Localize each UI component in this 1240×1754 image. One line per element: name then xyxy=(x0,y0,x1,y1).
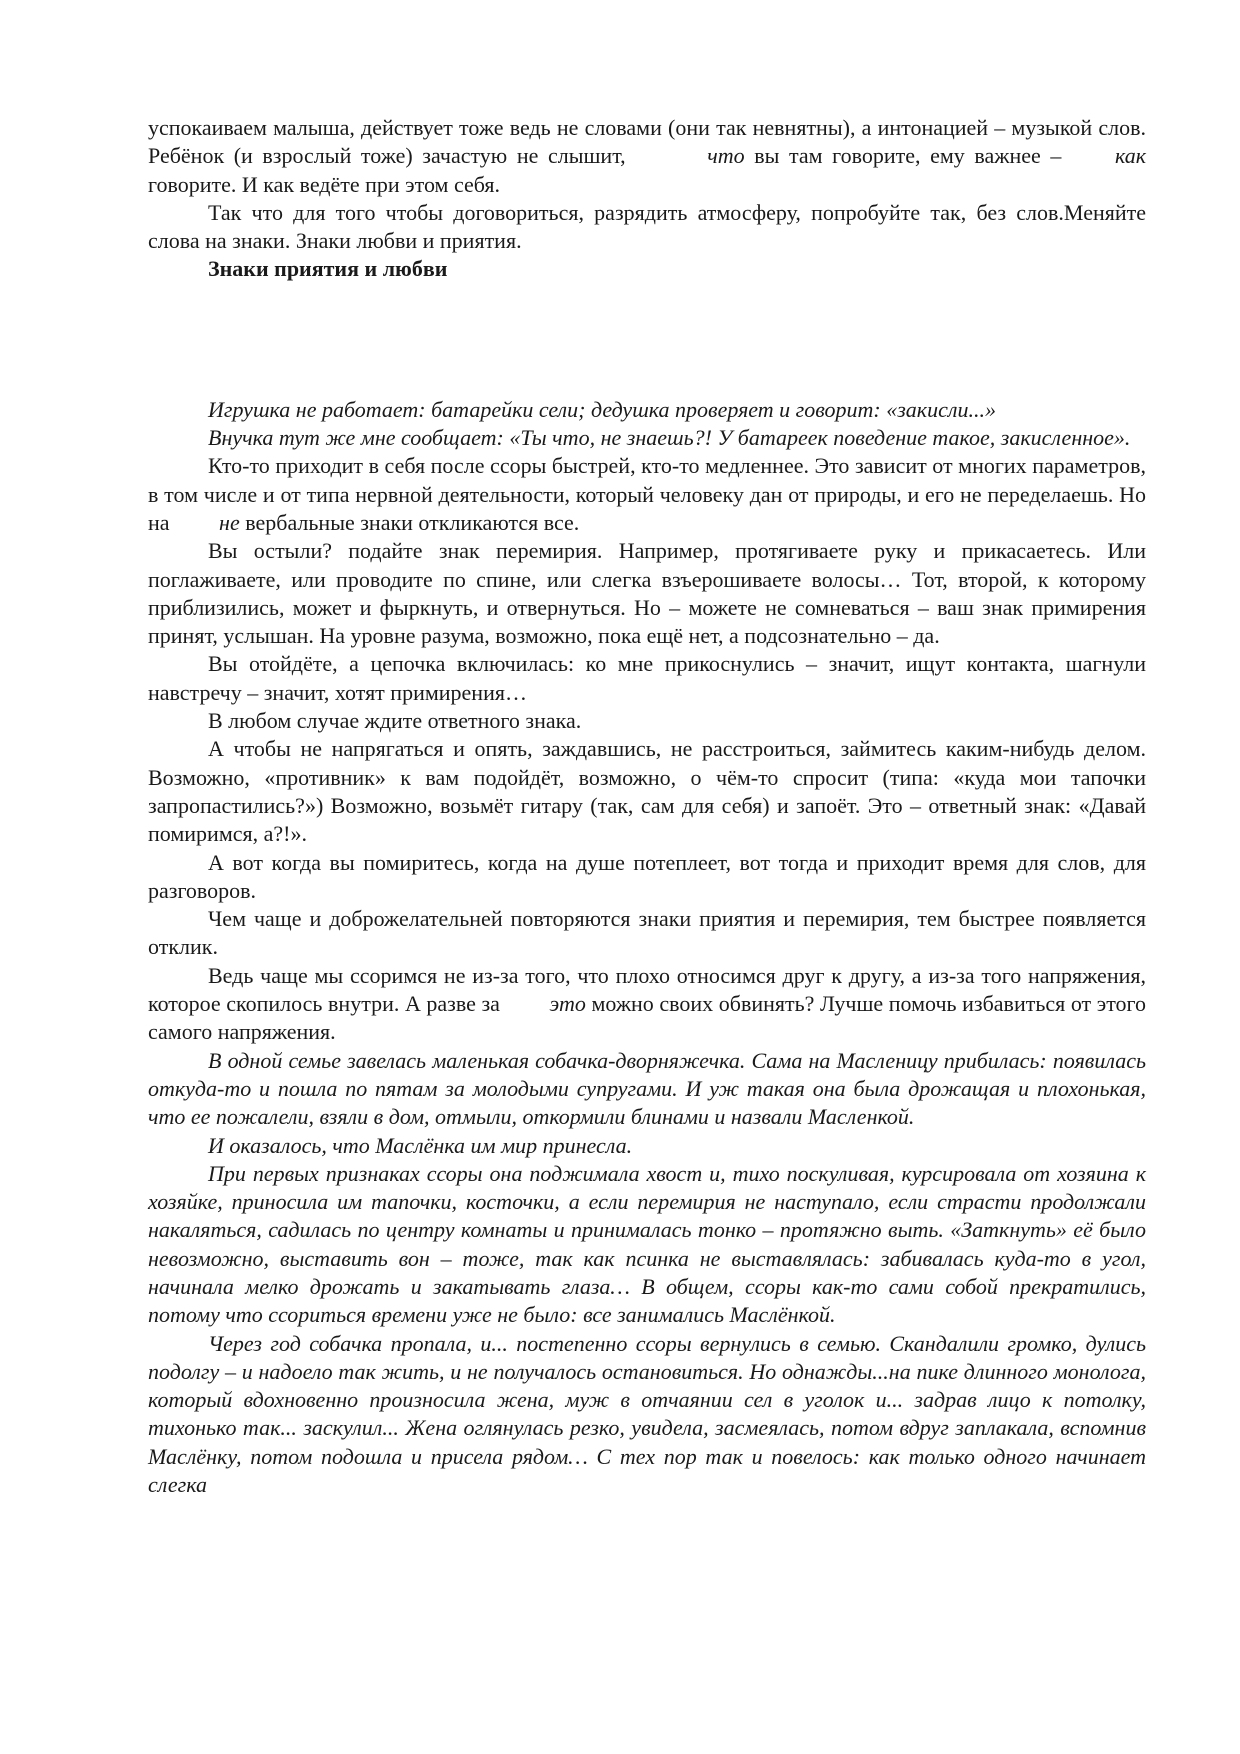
paragraph-9: А чтобы не напрягаться и опять, заждавшись, не расстроиться, займитесь каким-нибудь делом. Возможно, «противник» к вам подойдёт, возможно, о чём-то спросит (типа: «куда мои тапочки запропастились?») Возможно, возьмёт гитару (так, сам для себя) и запоёт. Это – ответный знак: «Давай помиримся, а?!». xyxy=(148,736,1146,847)
document-page xyxy=(148,114,1146,1499)
paragraph-1-emphasis-how: как xyxy=(1114,143,1146,169)
paragraph-1-text-c: говорите. И как ведёте при этом себя. xyxy=(148,171,501,197)
paragraph-5 xyxy=(148,452,1146,537)
paragraph-13: В одной семье завелась маленькая собачка-дворняжечка. Сама на Масленицу прибилась: появилась откуда-то и пошла по пятам за молодыми супругами. И уж такая она была дрожащая и плохонькая, что ее пожалели, взяли в дом, отмыли, откормили блинами и назвали Масленкой. xyxy=(148,1047,1146,1130)
paragraph-12-text-a: Ведь чаще мы ссоримся не из-за того, что плохо относимся друг к другу, а из-за того напряжения, которое скопилось внутри. А разве за xyxy=(148,962,1146,1017)
paragraph-12 xyxy=(148,962,1146,1047)
section-heading: Знаки приятия и любви xyxy=(208,256,448,282)
paragraph-2: Так что для того чтобы договориться, разрядить атмосферу, попробуйте так, без слов.Меняйте слова на знаки. Знаки любви и приятия. xyxy=(148,199,1146,254)
paragraph-16: Через год собачка пропала, и... постепенно ссоры вернулись в семью. Скандалили громко, дулись подолгу – и надоело так жить, и не получалось остановиться. Но однажды...на пике длинного монолога, который вдохновенно произносила жена, муж в отчаянии сел в уголок и... задрав лицо к потолку, тихонько так... заскулил... Жена оглянулась резко, увидела, засмеялась, потом вдруг заплакала, вспомнив Маслёнку, потом подошла и присела рядом… С тех пор так и повелось: как только одного начинает слегка xyxy=(148,1330,1146,1498)
paragraph-1-text-a: успокаиваем малыша, действует тоже ведь не словами (они так невнятны), а интонацией – музыкой слов. Ребёнок (и взрослый тоже) зачастую не слышит, xyxy=(148,115,1146,169)
paragraph-5-text-b: вербальные знаки откликаются все. xyxy=(245,509,580,535)
paragraph-1 xyxy=(148,114,1146,199)
paragraph-8: В любом случае ждите ответного знака. xyxy=(208,708,582,734)
paragraph-1-emphasis-what: что xyxy=(707,143,745,169)
paragraph-11: Чем чаще и доброжелательней повторяются знаки приятия и перемирия, тем быстрее появляется отклик. xyxy=(148,906,1146,960)
paragraph-1-text-b: вы там говорите, ему важнее – xyxy=(754,143,1062,169)
paragraph-4: Внучка тут же мне сообщает: «Ты что, не знаешь?! У батареек поведение такое, закисленное». xyxy=(208,425,1131,451)
paragraph-10: А вот когда вы помиритесь, когда на душе потеплеет, вот тогда и приходит время для слов, для разговоров. xyxy=(148,849,1146,903)
blank-space xyxy=(148,284,1146,396)
paragraph-5-text-a: Кто-то приходит в себя после ссоры быстрей, кто-то медленнее. Это зависит от многих параметров, в том числе и от типа нервной деятельности, который человеку дан от природы, и его не переделаешь. Но на xyxy=(148,453,1146,535)
paragraph-14: И оказалось, что Маслёнка им мир принесла. xyxy=(208,1132,633,1158)
paragraph-15: При первых признаках ссоры она поджимала хвост и, тихо поскуливая, курсировала от хозяина к хозяйке, приносила им тапочки, косточки, а если перемирия не наступало, если страсти продолжали накаляться, садилась по центру комнаты и принималась тонко – протяжно выть. «Заткнуть» её было невозможно, выставить вон – тоже, так как псинка не выставлялась: забивалась куда-то в угол, начинала мелко дрожать и закатывать глаза… В общем, ссоры как-то сами собой прекратились, потому что ссориться времени уже не было: все занимались Маслёнкой. xyxy=(148,1160,1146,1328)
paragraph-3: Игрушка не работает: батарейки сели; дедушка проверяет и говорит: «закисли...» xyxy=(208,396,996,422)
paragraph-5-emphasis-not: не xyxy=(219,509,240,535)
paragraph-12-text-b: можно своих обвинять? Лучше помочь избавиться от этого самого напряжения. xyxy=(148,991,1147,1045)
paragraph-6: Вы остыли? подайте знак перемирия. Например, протягиваете руку и прикасаетесь. Или поглаживаете, или проводите по спине, или слегка взъерошиваете волосы… Тот, второй, к которому приблизились, может и фыркнуть, и отвернуться. Но – можете не сомневаться – ваш знак примирения принят, услышан. На уровне разума, возможно, пока ещё нет, а подсознательно – да. xyxy=(148,538,1146,649)
paragraph-7: Вы отойдёте, а цепочка включилась: ко мне прикоснулись – значит, ищут контакта, шагнули навстречу – значит, хотят примирения… xyxy=(148,651,1146,705)
paragraph-12-emphasis-this: это xyxy=(549,991,586,1017)
